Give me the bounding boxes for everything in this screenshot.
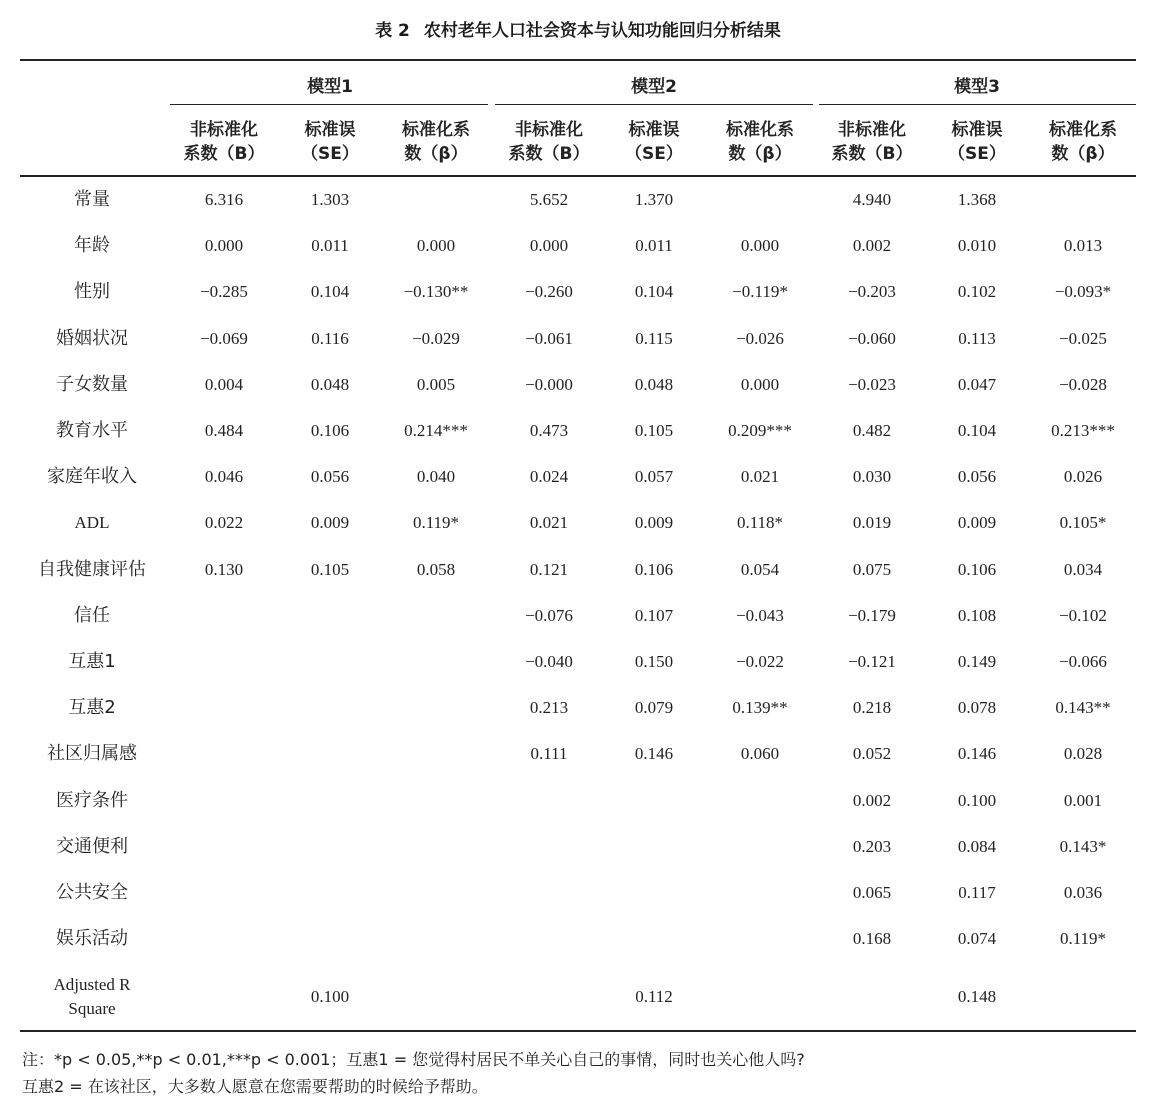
table-cell: 0.146 (634, 744, 674, 764)
table-cell: 0.119* (1059, 929, 1107, 949)
column-header-line: 标准误 (628, 120, 680, 140)
table-cell: −0.000 (525, 374, 573, 394)
row-label: 交通便利 (56, 835, 128, 857)
table-cell: 0.146 (957, 744, 997, 764)
row-label: 公共安全 (56, 882, 128, 903)
table-cell: 0.021 (740, 467, 780, 487)
table-cell: 0.116 (311, 328, 349, 348)
column-header (275, 118, 385, 166)
table-cell: −0.061 (525, 328, 573, 348)
table-cell: 0.013 (1063, 236, 1103, 256)
column-header-line: 系数（B） (183, 144, 265, 164)
table-cell: −0.060 (848, 328, 896, 348)
row-label: 教育水平 (56, 420, 128, 441)
table-cell: 0.024 (529, 467, 569, 487)
table-number: 表 2 (375, 21, 410, 41)
table-cell: −0.026 (736, 328, 784, 348)
table-cell: 0.484 (204, 421, 244, 440)
column-header-line: 标准化系 (726, 120, 794, 140)
table-cell: 0.482 (852, 421, 892, 440)
table-cell: 0.011 (635, 236, 673, 256)
column-header (705, 118, 815, 166)
table-cell: −0.093* (1054, 282, 1112, 302)
table-cell: 0.213*** (1051, 421, 1115, 440)
table-cell: −0.285 (200, 282, 248, 302)
row-label: 自我健康评估 (38, 558, 146, 580)
table-cell: 0.214*** (404, 421, 468, 440)
column-header (494, 118, 604, 166)
table-cell: −0.076 (525, 605, 573, 625)
column-header (381, 118, 491, 166)
adjusted-r-square-value: 0.100 (310, 987, 350, 1006)
row-label: 医疗条件 (56, 789, 128, 811)
table-cell: −0.066 (1059, 652, 1107, 671)
table-caption (0, 16, 1156, 41)
table-cell: 0.150 (634, 652, 674, 671)
column-header (599, 118, 709, 166)
table-cell: 0.046 (204, 467, 244, 487)
column-header (817, 118, 927, 166)
column-header (922, 118, 1032, 166)
table-cell: 6.316 (204, 190, 244, 209)
table-cell: 0.000 (416, 236, 456, 256)
table-cell: 0.108 (957, 605, 997, 625)
table-cell: 0.149 (957, 652, 997, 671)
column-header (169, 118, 279, 166)
table-cell: 0.119* (412, 513, 460, 533)
column-header (1028, 118, 1138, 166)
table-cell: 0.002 (852, 236, 892, 256)
column-header-line: 标准化系 (402, 120, 470, 140)
table-cell: 0.000 (740, 236, 780, 256)
table-cell: −0.102 (1059, 605, 1107, 625)
column-header-line: （SE） (301, 144, 359, 164)
row-label: 互惠1 (68, 651, 116, 672)
adjusted-r-square-label: Adjusted R (53, 975, 131, 994)
column-header-line: 标准误 (304, 120, 356, 140)
table-cell: 0.105 (634, 421, 674, 440)
table-cell: 0.000 (740, 374, 780, 394)
header-rule (20, 175, 1136, 177)
table-cell: 0.106 (957, 559, 997, 579)
table-cell: −0.023 (848, 374, 896, 394)
table-title: 农村老年人口社会资本与认知功能回归分析结果 (423, 21, 781, 41)
table-cell: 0.054 (740, 559, 780, 579)
top-rule (20, 59, 1136, 61)
table-cell: 0.075 (852, 559, 892, 579)
table-cell: 0.203 (852, 836, 892, 856)
table-cell: 0.022 (204, 513, 244, 533)
model-header: 模型1 (307, 77, 353, 97)
table-cell: 0.010 (957, 236, 997, 256)
row-label: 子女数量 (56, 373, 128, 395)
column-header-line: 数（β） (1051, 144, 1115, 164)
table-cell: −0.203 (848, 282, 896, 302)
table-cell: 0.019 (852, 513, 892, 533)
column-header-line: 数（β） (728, 144, 792, 164)
row-label: 信任 (74, 604, 110, 626)
table-cell: −0.130** (403, 282, 469, 302)
table-cell: 0.143** (1055, 698, 1111, 718)
table-cell: 0.104 (957, 421, 997, 440)
table-cell: 0.117 (958, 883, 996, 902)
table-cell: 0.011 (311, 236, 349, 256)
table-cell: 0.102 (957, 282, 997, 302)
table-cell: 0.107 (634, 605, 674, 625)
table-cell: 0.121 (529, 559, 569, 579)
table-cell: −0.179 (848, 605, 896, 625)
table-cell: −0.069 (200, 328, 248, 348)
table-cell: 0.130 (204, 559, 244, 579)
table-cell: 0.473 (529, 421, 569, 440)
table-cell: 0.048 (634, 374, 674, 394)
row-label: 性别 (74, 281, 110, 303)
column-header-line: 系数（B） (831, 144, 913, 164)
table-cell: 0.005 (416, 374, 456, 394)
table-cell: −0.121 (848, 652, 896, 671)
table-cell: 0.115 (635, 328, 673, 348)
table-cell: 0.078 (957, 698, 997, 718)
table-cell: 0.036 (1063, 883, 1103, 902)
row-label: 婚姻状况 (56, 327, 128, 349)
table-cell: 0.139** (732, 698, 788, 718)
table-cell: 0.052 (852, 744, 892, 764)
row-label: 年龄 (74, 235, 110, 257)
table-cell: 0.060 (740, 744, 780, 764)
table-cell: 0.021 (529, 513, 569, 533)
table-cell: −0.043 (736, 605, 784, 625)
row-label: ADL (74, 513, 110, 533)
table-cell: 0.030 (852, 467, 892, 487)
table-cell: 0.218 (852, 698, 892, 718)
table-cell: 0.000 (529, 236, 569, 256)
note-line: 注：*p < 0.05,**p < 0.01,***p < 0.001；互惠1 = 您觉得村居民不单关心自己的事情，同时也关心他人吗? (22, 1050, 805, 1069)
table-cell: 0.209*** (728, 421, 792, 440)
table-cell: 0.004 (204, 374, 244, 394)
bottom-rule (20, 1030, 1136, 1032)
model2-rule (495, 104, 813, 105)
table-cell: 0.106 (634, 559, 674, 579)
table-cell: 0.009 (310, 513, 350, 533)
table-cell: 0.048 (310, 374, 350, 394)
table-cell: 0.057 (634, 467, 674, 487)
table-cell: 0.105* (1059, 513, 1107, 533)
table-cell: 0.040 (416, 467, 456, 487)
table-cell: 0.009 (957, 513, 997, 533)
table-cell: 0.026 (1063, 467, 1103, 487)
table-cell: 0.100 (957, 790, 997, 810)
column-header-line: 系数（B） (508, 144, 590, 164)
row-label: 互惠2 (68, 697, 116, 719)
table-cell: 0.106 (310, 421, 350, 440)
model1-rule (170, 104, 488, 105)
table-cell: −0.025 (1059, 328, 1107, 348)
table-cell: 0.143* (1059, 836, 1107, 856)
table-notes (22, 1046, 805, 1100)
table-cell: 0.213 (529, 698, 569, 718)
table-cell: 0.001 (1063, 790, 1103, 810)
table-cell: 0.056 (957, 467, 997, 487)
table-cell: 0.113 (958, 328, 996, 348)
adjusted-r-square-value: 0.112 (635, 987, 673, 1006)
row-label: 常量 (74, 189, 110, 210)
table-cell: 0.079 (634, 698, 674, 718)
column-header-line: 标准误 (951, 120, 1003, 140)
column-header-line: 标准化系 (1049, 120, 1117, 140)
table-cell: 0.009 (634, 513, 674, 533)
model3-rule (819, 104, 1136, 105)
table-cell: 0.168 (852, 929, 892, 949)
column-header-line: 非标准化 (838, 120, 906, 140)
table-cell: −0.119* (732, 282, 788, 302)
table-cell: −0.028 (1059, 374, 1107, 394)
table-cell: 0.074 (957, 929, 997, 949)
adjusted-r-square-value: 0.148 (957, 987, 997, 1006)
row-label: 娱乐活动 (56, 928, 128, 950)
model-header: 模型2 (631, 77, 677, 97)
table-cell: 0.056 (310, 467, 350, 487)
adjusted-r-square-label: Square (68, 999, 116, 1018)
table-cell: 0.028 (1063, 744, 1103, 764)
table-cell: −0.029 (412, 328, 460, 348)
table-cell: 1.370 (634, 190, 674, 209)
column-header-line: 非标准化 (190, 120, 258, 140)
table-cell: −0.022 (736, 652, 784, 671)
table-cell: 0.104 (310, 282, 350, 302)
model-header: 模型3 (954, 77, 1000, 97)
table-cell: 0.034 (1063, 559, 1103, 579)
table-cell: 4.940 (852, 190, 892, 209)
row-label: 家庭年收入 (47, 466, 137, 488)
table-cell: 0.111 (530, 744, 568, 764)
note-line: 互惠2 = 在该社区，大多数人愿意在您需要帮助的时候给予帮助。 (22, 1077, 488, 1096)
table-cell: 0.084 (957, 836, 997, 856)
table-cell: 0.047 (957, 374, 997, 394)
table-cell: 0.058 (416, 559, 456, 579)
column-header-line: （SE） (625, 144, 683, 164)
table-cell: 0.000 (204, 236, 244, 256)
table-cell: 1.368 (957, 190, 997, 209)
table-cell: 0.118* (736, 513, 784, 533)
table-cell: −0.040 (525, 652, 573, 671)
column-header-line: 非标准化 (515, 120, 583, 140)
column-header-line: （SE） (948, 144, 1006, 164)
table-cell: −0.260 (525, 282, 573, 302)
table-cell: 1.303 (310, 190, 350, 209)
column-header-line: 数（β） (404, 144, 468, 164)
table-cell: 0.104 (634, 282, 674, 302)
table-cell: 0.105 (310, 559, 350, 579)
table-cell: 5.652 (529, 190, 569, 209)
table-cell: 0.002 (852, 790, 892, 810)
row-label: 社区归属感 (47, 743, 137, 765)
table-cell: 0.065 (852, 883, 892, 902)
